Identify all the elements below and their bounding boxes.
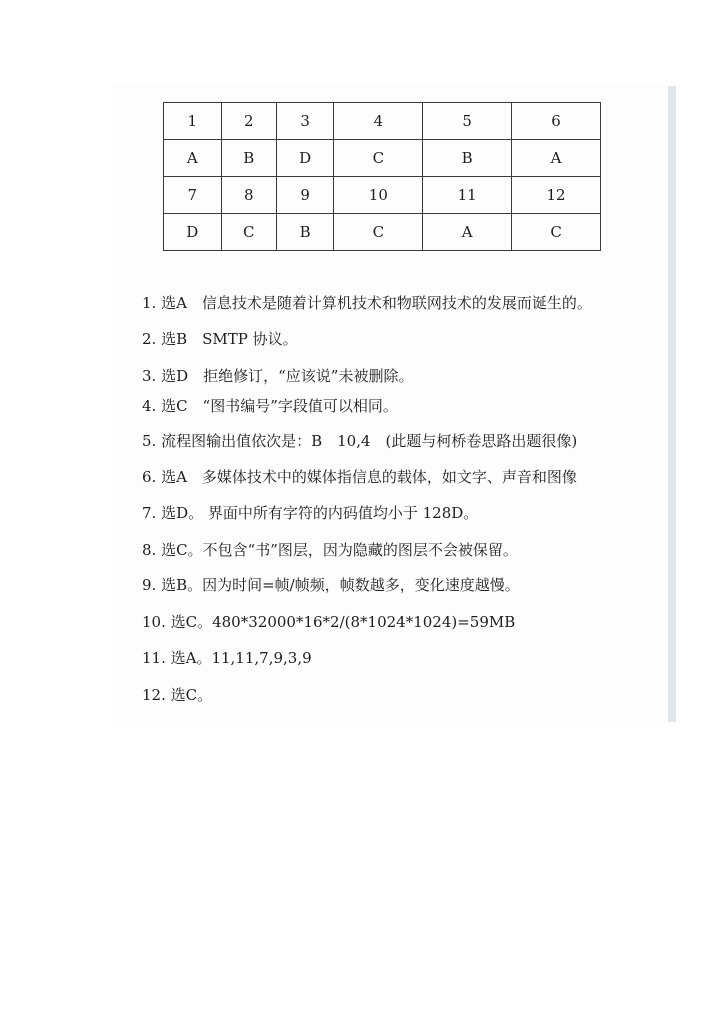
answer-table xyxy=(163,102,601,251)
table-cell: 7 xyxy=(164,177,222,214)
table-cell: 10 xyxy=(334,177,423,214)
table-cell: A xyxy=(423,214,512,251)
table-cell: C xyxy=(221,214,276,251)
table-cell: 9 xyxy=(276,177,334,214)
table-cell: 8 xyxy=(221,177,276,214)
table-row xyxy=(164,140,601,177)
table-cell: D xyxy=(276,140,334,177)
table-row xyxy=(164,103,601,140)
table-cell: A xyxy=(164,140,222,177)
explanation-item-3: 3. 选D 拒绝修订，“应该说”未被删除。 xyxy=(142,367,414,385)
table-cell: C xyxy=(334,140,423,177)
explanation-item-5: 5. 流程图输出值依次是：B 10,4 (此题与柯桥卷思路出题很像) xyxy=(142,432,578,450)
table-cell: D xyxy=(164,214,222,251)
table-cell: B xyxy=(221,140,276,177)
table-row xyxy=(164,214,601,251)
explanation-item-6: 6. 选A 多媒体技术中的媒体指信息的载体，如文字、声音和图像 xyxy=(142,468,577,486)
explanation-item-4: 4. 选C “图书编号”字段值可以相同。 xyxy=(142,397,398,415)
explanation-item-10: 10. 选C。480*32000*16*2/(8*1024*1024)=59MB xyxy=(142,613,516,631)
table-cell: A xyxy=(512,140,601,177)
table-row xyxy=(164,177,601,214)
table-cell: 5 xyxy=(423,103,512,140)
table-cell: 2 xyxy=(221,103,276,140)
table-cell: B xyxy=(423,140,512,177)
table-cell: 6 xyxy=(512,103,601,140)
table-cell: C xyxy=(334,214,423,251)
explanation-item-7: 7. 选D。 界面中所有字符的内码值均小于 128D。 xyxy=(142,504,479,522)
table-cell: 12 xyxy=(512,177,601,214)
table-cell: 3 xyxy=(276,103,334,140)
explanation-item-2: 2. 选B SMTP 协议。 xyxy=(142,330,298,348)
table-cell: 4 xyxy=(334,103,423,140)
table-cell: 11 xyxy=(423,177,512,214)
explanation-item-12: 12. 选C。 xyxy=(142,686,213,704)
page-edge-rule xyxy=(668,86,676,722)
table-cell: 1 xyxy=(164,103,222,140)
explanation-item-11: 11. 选A。11,11,7,9,3,9 xyxy=(142,649,312,667)
explanation-item-1: 1. 选A 信息技术是随着计算机技术和物联网技术的发展而诞生的。 xyxy=(142,294,592,312)
explanation-item-9: 9. 选B。因为时间=帧/帧频，帧数越多，变化速度越慢。 xyxy=(142,576,520,594)
explanation-item-8: 8. 选C。不包含“书”图层，因为隐藏的图层不会被保留。 xyxy=(142,541,518,559)
table-cell: B xyxy=(276,214,334,251)
table-cell: C xyxy=(512,214,601,251)
